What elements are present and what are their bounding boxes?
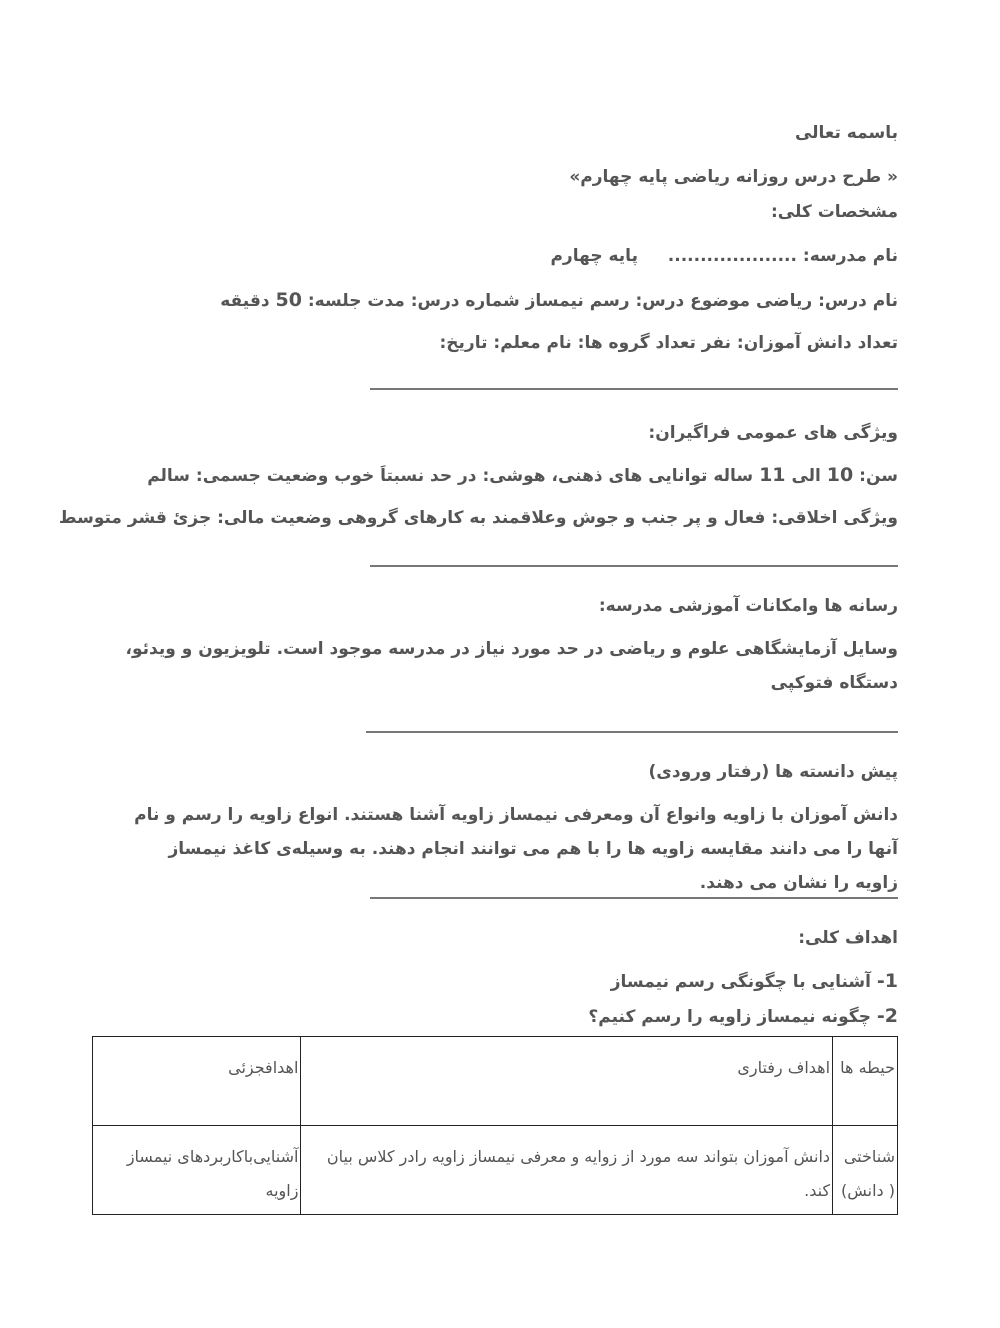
table-row (93, 1126, 898, 1215)
page-title: « طرح درس روزانه ریاضی پایه چهارم» (569, 167, 898, 187)
goal-item (588, 1003, 898, 1030)
moral-line: ویژگی اخلاقی: فعال و پر جنب و جوش وعلاقمند به کارهای گروهی وضعیت مالی: جزئ قشر متوسط (58, 508, 898, 528)
cell-partial-goal: آشنایی‌باکاربردهای نیمساز زاویه (93, 1126, 301, 1215)
divider (370, 388, 898, 390)
lesson-text: نام درس: ریاضی موضوع درس: رسم نیمساز شماره درس: مدت جلسه: (307, 291, 898, 311)
age-from: 10 (826, 464, 854, 486)
table-header-row (93, 1037, 898, 1126)
students-line: تعداد دانش آموزان: نفر تعداد گروه ها: نام معلم: تاریخ: (439, 333, 898, 353)
cell-behavioral-goal: دانش آموزان بتواند سه مورد از زوایه و معرفی نیمساز زاویه رادر کلاس بیان کند. (301, 1126, 833, 1215)
learners-heading: ویژگی های عمومی فراگیران: (648, 423, 898, 443)
school-line (550, 243, 898, 269)
divider (370, 565, 898, 567)
general-heading: مشخصات کلی: (770, 202, 898, 222)
goal-number: 2- (876, 1005, 898, 1027)
cell-domain: شناختی ( دانش) (833, 1126, 898, 1215)
lesson-line (220, 287, 898, 314)
header-partial-goals: اهدافجزئی (93, 1037, 301, 1126)
header-domain: حیطه ها (833, 1037, 898, 1126)
duration-unit: دقیقه (220, 291, 270, 311)
goal-text: آشنایی با چگونگی رسم نیمساز (610, 972, 871, 992)
duration-number: 50 (275, 289, 302, 311)
grade-value: پایه چهارم (550, 246, 638, 266)
prior-heading: پیش دانسته ها (رفتار ورودی) (648, 762, 898, 782)
school-dots: .................... (667, 246, 797, 266)
media-heading: رسانه ها وامکانات آموزشی مدرسه: (598, 596, 898, 616)
school-label: نام مدرسه: (802, 246, 898, 266)
age-to: 11 (759, 464, 786, 486)
basmala: باسمه تعالی (794, 123, 898, 143)
goals-heading: اهداف کلی: (798, 928, 898, 948)
prior-text: دانش آموزان با زاویه وانواع آن ومعرفی نیمساز زاویه آشنا هستند. انواع زاویه را رسم و نام آنها را می دانند مقایسه زاویه ها را با هم می توانند انجام دهند. به وسیله‌ی کاغذ نیمساز زاویه را نشان می دهند. (134, 805, 898, 893)
goal-text: چگونه نیمساز زاویه را رسم کنیم؟ (588, 1007, 871, 1027)
age-line (147, 462, 898, 489)
goal-item (611, 968, 898, 995)
divider (366, 731, 898, 733)
divider (370, 897, 898, 899)
age-sep: الی (791, 466, 821, 486)
age-label: سن: (859, 466, 898, 486)
age-rest: ساله توانایی های ذهنی، هوشی: در حد نسبتاَ خوب وضعیت جسمی: سالم (147, 466, 754, 486)
goal-number: 1- (876, 970, 898, 992)
header-behavioral-goals: اهداف رفتاری (301, 1037, 833, 1126)
media-text: وسایل آزمایشگاهی علوم و ریاضی در حد مورد نیاز در مدرسه موجود است. تلویزیون و ویدئو، دستگاه فتوکپی (125, 639, 898, 693)
objectives-table (92, 1036, 898, 1215)
